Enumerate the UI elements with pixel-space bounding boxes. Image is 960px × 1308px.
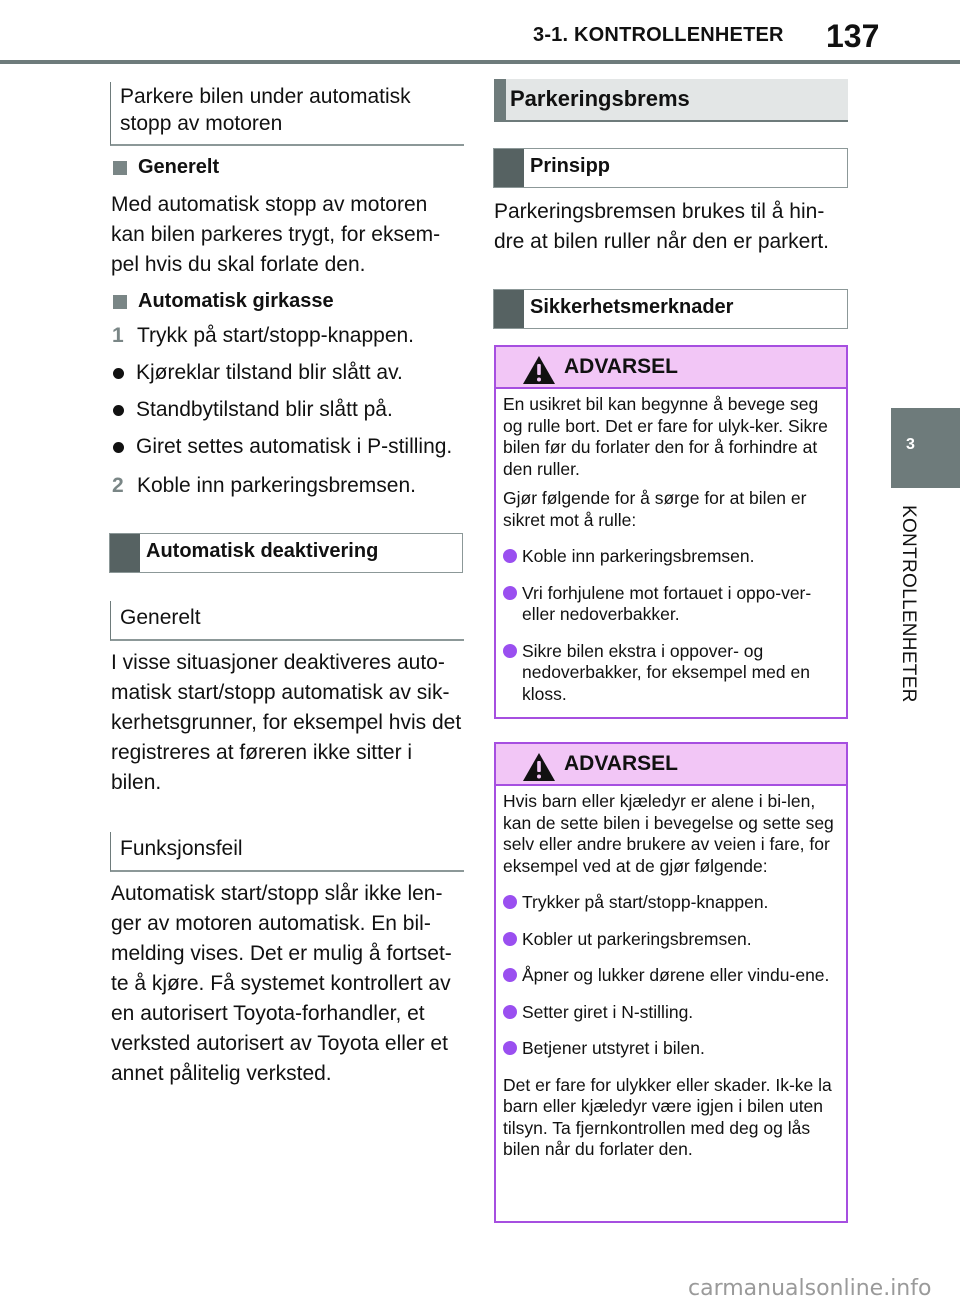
section-heading-auto-deactivation [109,533,463,573]
page-number: 137 [826,18,880,54]
heading-bar [494,290,524,328]
subtopic-generelt [110,601,464,641]
section-title-parkeringsbrems [494,79,848,122]
warning-bullet: Koble inn parkeringsbremsen. [503,546,838,568]
header-divider [0,60,960,64]
general-paragraph: Med automatisk stopp av motoren kan bilen parkeres trygt, for eksem-pel hvis du skal forlate den. [111,193,441,276]
warning-body [496,786,846,1171]
heading-prinsipp [493,148,848,188]
chapter-tab-number: 3 [906,436,915,453]
chapter-tab-label: KONTROLLENHETER [898,505,919,703]
warning-title: ADVARSEL [564,355,678,378]
chapter-title: 3-1. KONTROLLENHETER [533,24,784,46]
warning-body [496,389,846,715]
heading-bar [494,149,524,187]
warning-bullet: Vri forhjulene mot fortauet i oppo-ver- eller nedoverbakker. [503,583,838,626]
subheading-automatic-gearbox: Automatisk girkasse [112,290,334,313]
heading-sikkerhetsmerknader [493,289,848,329]
step-text: Koble inn parkeringsbremsen. [137,474,416,497]
warning-text: Gjør følgende for å sørge for at bilen er sikret mot å rulle: [503,488,807,530]
bullet-item: Giret settes automatisk i P-stilling. [110,433,452,461]
step-2 [112,472,416,500]
heading-label: Prinsipp [530,155,611,177]
warning-text: En usikret bil kan begynne å bevege seg og rulle bort. Det er fare for ulyk-ker. Sikre bilen før du forlater den for å forhindre at den ruller. [503,394,828,479]
warning-title: ADVARSEL [564,752,678,775]
warning-triangle-icon [522,355,556,385]
warning-header [496,347,846,389]
warning-box-1 [494,345,848,719]
chapter-tab [891,408,960,488]
subtopic-title: Generelt [120,606,201,629]
warning-bullet: Trykker på start/stopp-knappen. [503,892,838,914]
heading-bar [494,79,506,120]
step-number: 2 [112,474,124,497]
warning-header [496,744,846,786]
warning-bullet: Åpner og lukker dørene eller vindu-ene. [503,965,838,987]
auto-deactivation-paragraph: I visse situasjoner deaktiveres auto-matisk start/stopp automatisk av sik-kerhetsgrunner, for eksempel hvis det registreres at føreren ikke sitter i bilen. [111,651,462,794]
warning-triangle-icon [522,752,556,782]
warning-bullet: Setter giret i N-stilling. [503,1002,838,1024]
subheading-generelt: Generelt [112,156,219,179]
step-number: 1 [112,324,124,347]
bullet-item: Kjøreklar tilstand blir slått av. [110,359,403,387]
warning-bullet: Kobler ut parkeringsbremsen. [503,929,838,951]
warning-bullet: Sikre bilen ekstra i oppover- og nedoverbakker, for eksempel med en kloss. [503,641,838,706]
subtopic-title: Funksjonsfeil [120,837,243,860]
heading-bar [110,534,140,572]
topic-title-text: Parkere bilen under automatisk stopp av motoren [120,85,411,135]
heading-label: Parkeringsbrems [510,86,690,111]
heading-label: Automatisk deaktivering [146,540,379,562]
step-1 [112,322,414,350]
watermark: carmanualsonline.info [688,1276,932,1301]
fault-paragraph: Automatisk start/stopp slår ikke len-ger av motoren automatisk. En bil-melding vises. Det er mulig å fortset-te å kjøre. Få systemet kontrollert av en autorisert Toyota-forhandler, et verksted autorisert av Toyota eller et annet pålitelig verksted. [111,882,452,1085]
warning-text: Det er fare for ulykker eller skader. Ik-ke la barn eller kjæledyr være igjen i bilen uten tilsyn. Ta fjernkontrollen med deg og lås bilen når du forlater den. [503,1074,832,1159]
warning-bullet: Betjener utstyret i bilen. [503,1038,838,1060]
step-text: Trykk på start/stopp-knappen. [137,324,415,347]
bullet-item: Standbytilstand blir slått på. [110,396,393,424]
heading-label: Sikkerhetsmerknader [530,296,734,318]
warning-text: Hvis barn eller kjæledyr er alene i bi-len, kan de sette bilen i bevegelse og sette seg selv eller andre brukere av veien i fare, for eksempel ved at de gjør følgende: [503,791,834,876]
topic-title [110,82,464,146]
principle-paragraph: Parkeringsbremsen brukes til å hin-dre at bilen ruller når den er parkert. [494,200,830,253]
warning-box-2 [494,742,848,1223]
subtopic-funksjonsfeil [110,832,464,872]
